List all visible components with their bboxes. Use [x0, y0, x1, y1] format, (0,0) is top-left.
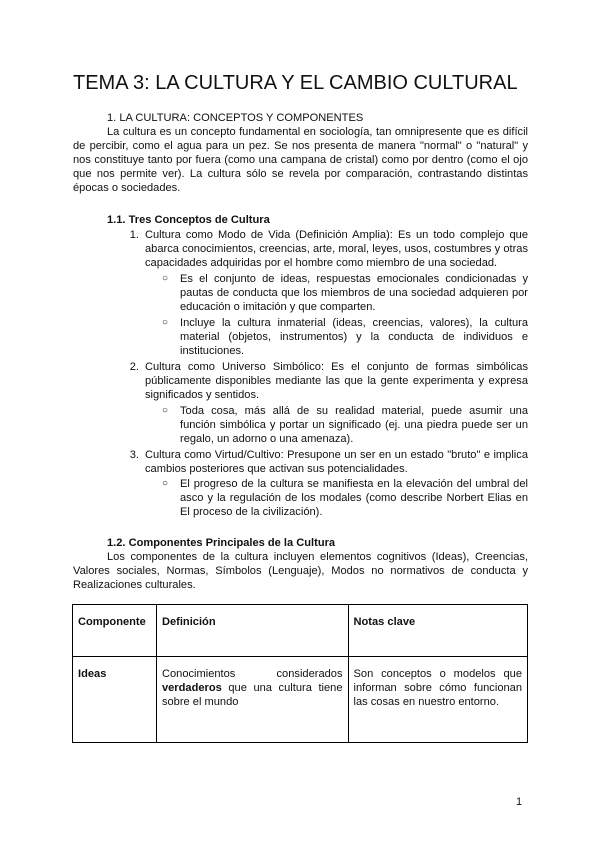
bullet-icon: ○: [162, 478, 169, 489]
bullet-icon: ○: [162, 405, 169, 416]
item-line: Cultura como Modo de Vida (Definición Amplia): Es un todo complejo que: [145, 229, 528, 241]
bullet-line: asco y la regulación de los modales (como describe Norbert Elias en: [180, 492, 528, 504]
item-line: significados y sentidos.: [145, 389, 260, 401]
section-heading: 1. LA CULTURA: CONCEPTOS Y COMPONENTES: [107, 112, 364, 124]
table-header-row: [73, 605, 528, 657]
table-cell-component: Ideas: [73, 657, 157, 743]
definition-bold-text: verdaderos: [161, 682, 222, 694]
bullet-line: instituciones.: [180, 345, 245, 357]
bullet-line: educación o imitación y que comparten.: [180, 301, 376, 313]
page-title: TEMA 3: LA CULTURA Y EL CAMBIO CULTURAL: [73, 72, 518, 94]
numbered-item: [125, 448, 528, 476]
item-line: abarca conocimientos, creencias, arte, moral, leyes, usos, costumbres y otras: [145, 243, 528, 255]
paragraph-line: Realizaciones culturales.: [73, 579, 196, 591]
paragraph-line: que nos permite ver). La cultura sólo se revela por comparación, contrastando distintas: [73, 168, 528, 180]
subsection-heading: 1.1. Tres Conceptos de Cultura: [107, 214, 270, 226]
paragraph-line: de percibir, como el agua para un pez. Se nos presenta de manera "normal" o "natural" y: [73, 140, 528, 152]
table-row: [73, 657, 528, 743]
bullet-item: [162, 272, 528, 314]
bullet-line: Incluye la cultura inmaterial (ideas, creencias, valores), la cultura: [180, 317, 528, 329]
paragraph-line: Valores sociales, Normas, Símbolos (Lenguaje), Modos no normativos de conducta y: [73, 565, 528, 577]
bullet-line: El progreso de la cultura se manifiesta en la elevación del umbral del: [180, 478, 528, 490]
item-number: 1.: [129, 229, 139, 241]
item-line: Cultura como Universo Simbólico: Es el conjunto de formas simbólicas: [145, 361, 528, 373]
components-table: [72, 604, 528, 743]
table-header-cell: Componente: [73, 605, 157, 657]
item-number: 2.: [129, 361, 139, 373]
table-cell-notes: Son conceptos o modelos que informan sobre cómo funcionan las cosas en nuestro entorno.: [348, 657, 528, 743]
item-number: 3.: [129, 449, 139, 461]
subsection-heading: 1.2. Componentes Principales de la Cultura: [107, 537, 336, 549]
numbered-item: [125, 228, 528, 270]
bullet-line: material (objetos, instrumentos) y la conducta de individuos e: [180, 331, 528, 343]
bullet-icon: ○: [162, 317, 169, 328]
definition-text: Conocimientos considerados: [161, 668, 343, 680]
bullet-item: [162, 477, 528, 519]
table-header-cell: Definición: [156, 605, 348, 657]
bullet-line: Es el conjunto de ideas, respuestas emocionales condicionadas y: [180, 273, 528, 285]
paragraph-line: épocas o sociedades.: [73, 182, 181, 194]
table-cell-definition: [156, 657, 348, 743]
page-number: 1: [516, 796, 523, 808]
bullet-line: El proceso de la civilización).: [180, 506, 323, 518]
item-line: capacidades adquiridas por el hombre como miembro de una sociedad.: [145, 257, 498, 269]
numbered-item: [125, 360, 528, 402]
paragraph-line: nos constituye tanto por fuera (como una campana de cristal) como por dentro (como el ojo: [73, 154, 528, 166]
bullet-line: Toda cosa, más allá de su realidad material, puede asumir una: [180, 405, 528, 417]
subsection-intro-paragraph: [73, 550, 528, 592]
item-line: Cultura como Virtud/Cultivo: Presupone un ser en un estado "bruto" e implica: [145, 449, 528, 461]
paragraph-line: Los componentes de la cultura incluyen elementos cognitivos (Ideas), Creencias,: [107, 551, 528, 563]
item-line: públicamente disponibles mediante las que la gente experimenta y expresa: [145, 375, 528, 387]
bullet-line: pautas de conducta que los miembros de una sociedad adquieren por: [180, 287, 528, 299]
bullet-line: función simbólica y portar un significado (ej. una piedra puede ser un: [180, 419, 528, 431]
bullet-line: regalo, un adorno o una amenaza).: [180, 433, 354, 445]
table-header-cell: Notas clave: [348, 605, 528, 657]
paragraph-line: La cultura es un concepto fundamental en sociología, tan omnipresente que es difícil: [107, 126, 528, 138]
section-intro-paragraph: [73, 125, 528, 195]
definition-text: que una cultura tiene sobre el mundo: [161, 682, 343, 708]
item-line: cambios posteriores que activan sus potencialidades.: [145, 463, 408, 475]
bullet-item: [162, 316, 528, 358]
bullet-item: [162, 404, 528, 446]
bullet-icon: ○: [162, 273, 169, 284]
